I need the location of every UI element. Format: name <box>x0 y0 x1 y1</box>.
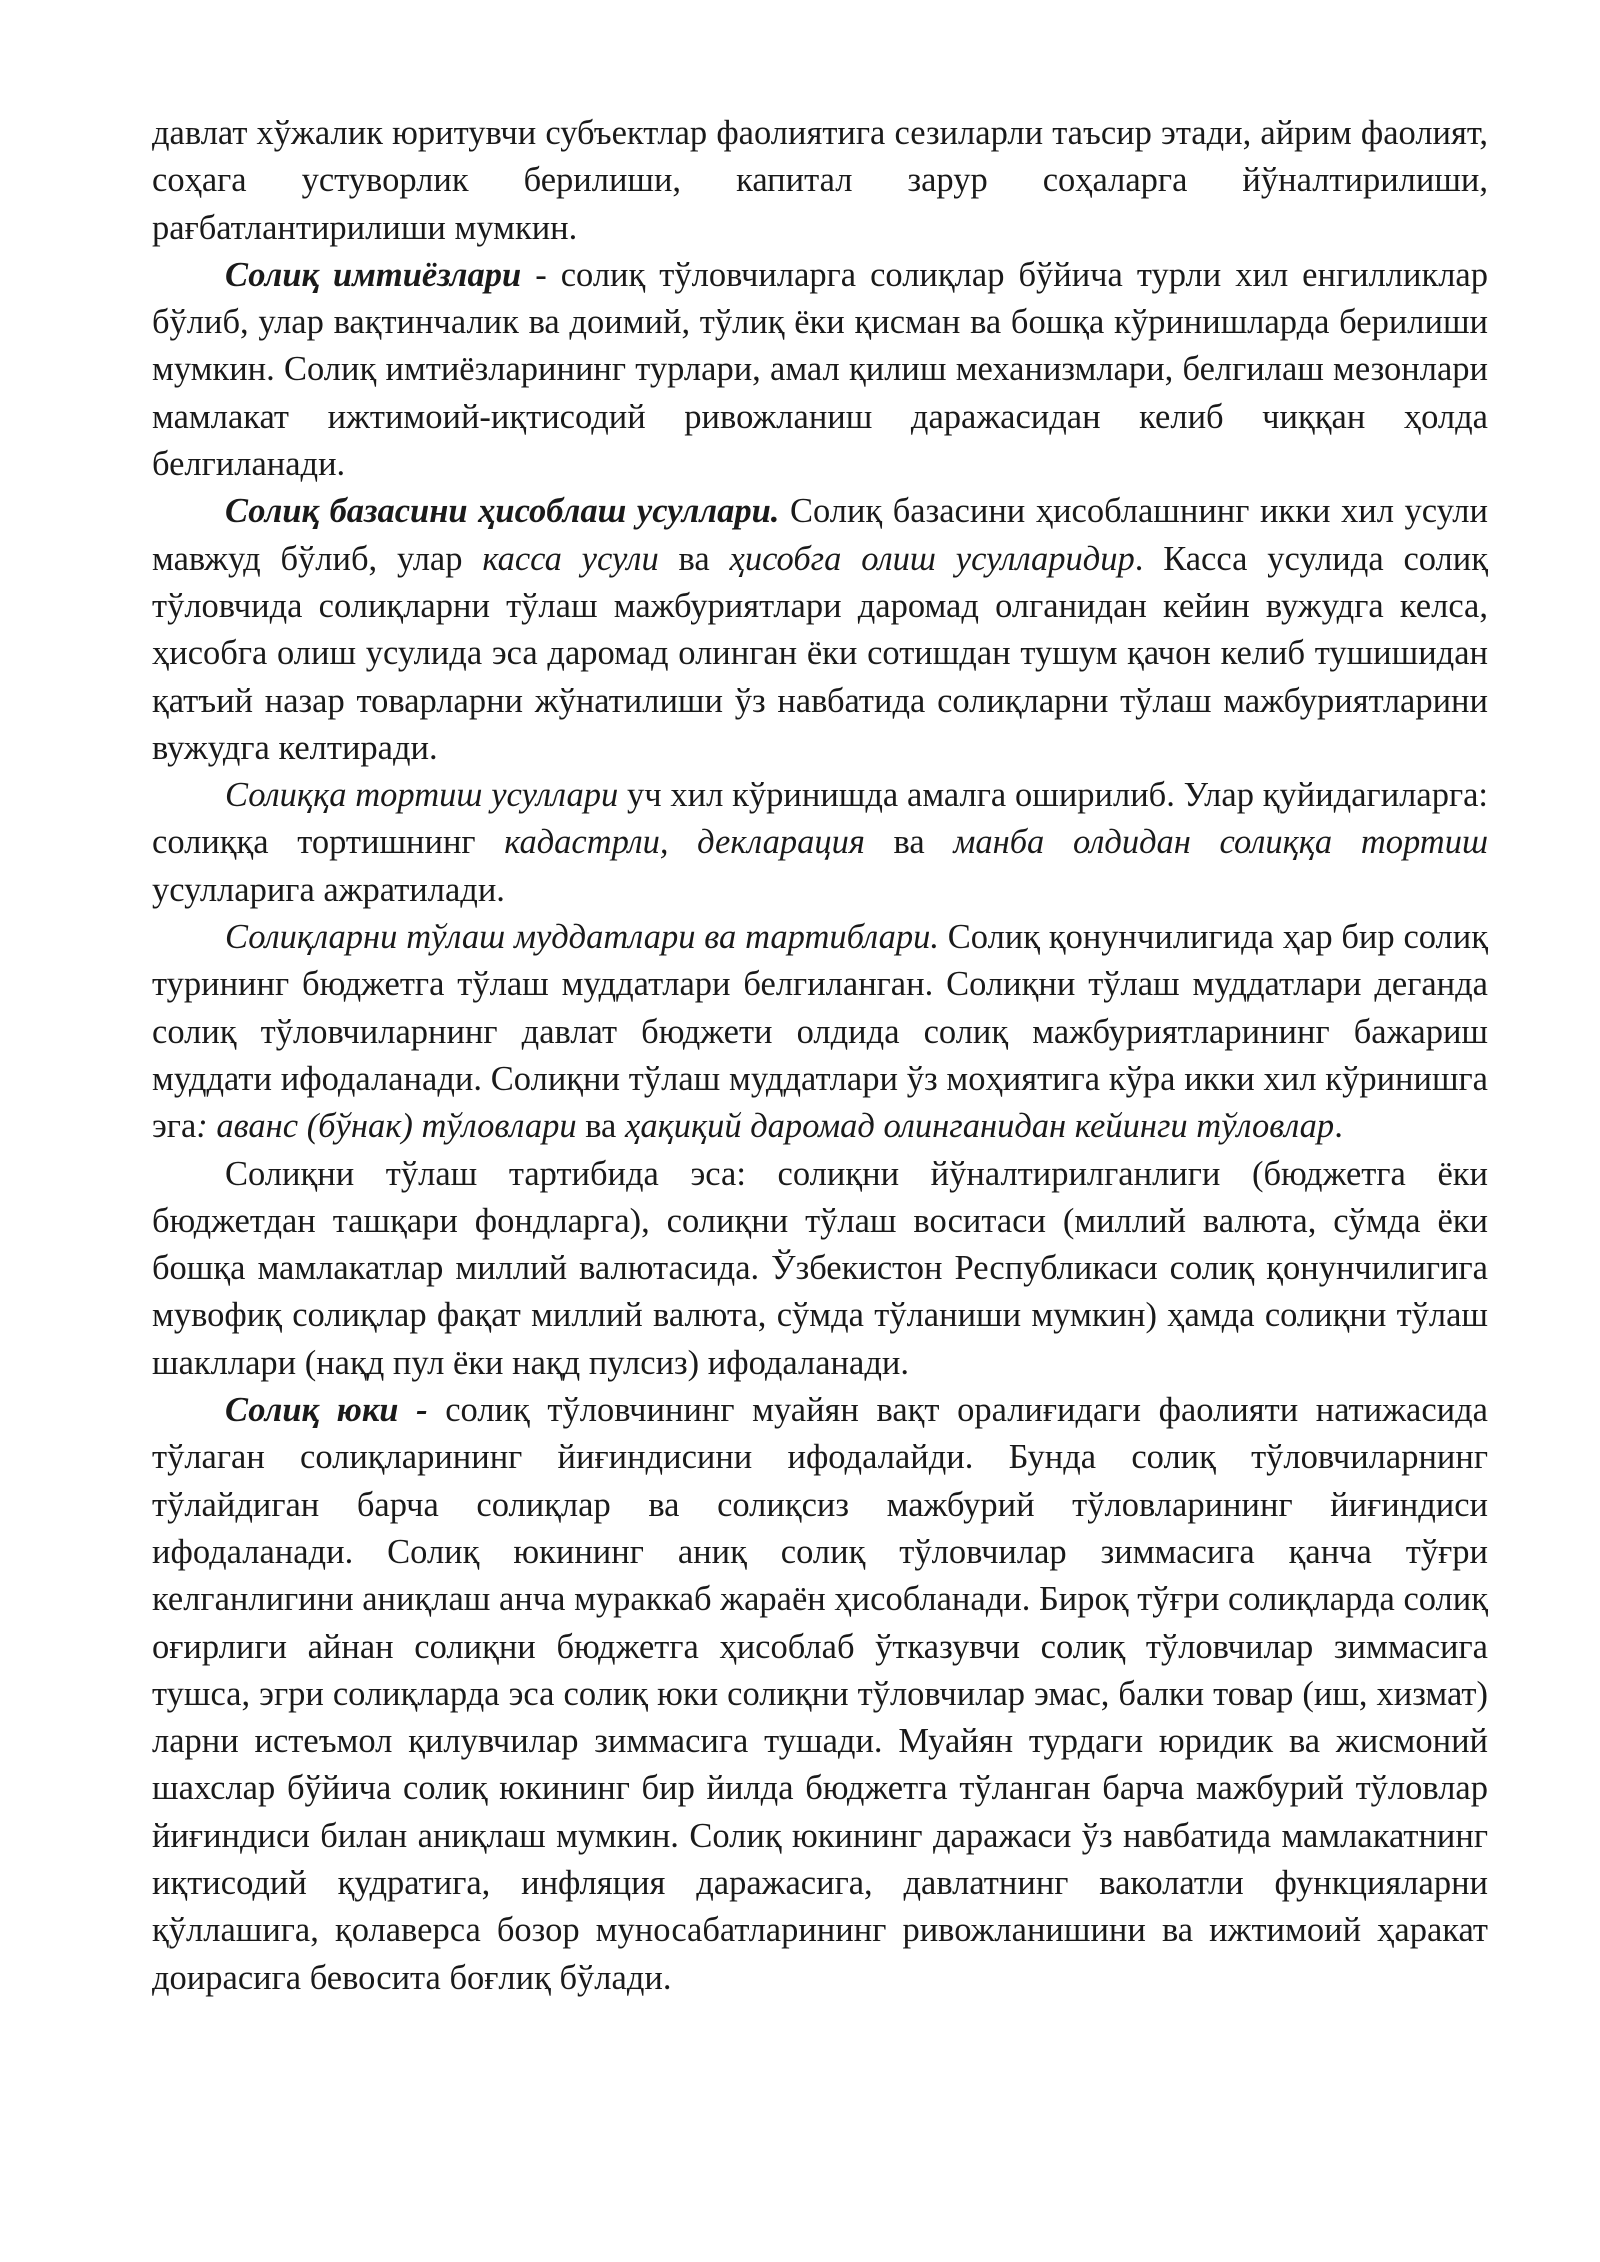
paragraph-text: Солиқ базасини ҳисоблашнинг икки хил усули мавжуд бўлиб, улар <box>152 492 1488 578</box>
paragraph-text: . <box>1334 1107 1343 1146</box>
paragraph-text: Солиқни тўлаш тартибида эса: солиқни йўналтирилганлиги (бюджетга ёки бюджетдан ташқари фондларга), солиқни тўлаш воситаси (миллий валюта, сўмда ёки бошқа мамлакатлар миллий валютасида. Ўзбекистон Республикаси солиқ қонунчилигига мувофиқ солиқлар фақат миллий валюта, сўмда тўланиши мумкин) ҳамда солиқни тўлаш шакллари (нақд пул ёки нақд пулсиз) ифодаланади. <box>152 1154 1488 1382</box>
italic-term: кадастрли, декларация <box>504 823 865 862</box>
paragraph-tax-exemptions <box>152 252 1488 488</box>
paragraph-text: ва <box>864 823 954 862</box>
paragraph-text: усулларига ажратилади. <box>152 870 505 909</box>
italic-term-heading: Солиқларни тўлаш муддатлари ва тартиблари. <box>225 918 939 957</box>
italic-term-heading: Солиққа тортиш усуллари <box>225 776 619 815</box>
paragraph-text: ва <box>576 1107 625 1146</box>
paragraph-tax-burden <box>152 1387 1488 2002</box>
paragraph-continuation <box>152 110 1488 252</box>
paragraph-text: уч хил кўринишда амалга оширилиб. Улар қуйидагиларга: солиққа тортишнинг <box>152 776 1488 862</box>
document-page <box>152 110 1488 2002</box>
paragraph-text: Солиқ қонунчилигида ҳар бир солиқ турининг бюджетга тўлаш муддатлари белгиланган. Солиқни тўлаш муддатлари деганда солиқ тўловчиларнинг давлат бюджети олдида солиқ мажбуриятларининг бажариш муддати ифодаланади. Солиқни тўлаш муддатлари ўз моҳиятига кўра икки хил кўринишга эга <box>152 918 1488 1146</box>
paragraph-taxation-methods <box>152 772 1488 914</box>
term-heading: Солиқ юки - <box>225 1391 428 1430</box>
paragraph-tax-base-methods <box>152 488 1488 772</box>
italic-term: ҳисобга олиш усулларидир <box>729 539 1135 578</box>
paragraph-text: - солиқ тўловчиларга солиқлар бўйича турли хил енгилликлар бўлиб, улар вақтинчалик ва доимий, тўлиқ ёки қисман ва бошқа кўринишларда берилиши мумкин. Солиқ имтиёзларининг турлари, амал қилиш механизмлари, белгилаш мезонлари мамлакат ижтимоий-иқтисодий ривожланиш даражасидан келиб чиққан ҳолда белгиланади. <box>152 255 1488 484</box>
paragraph-text: давлат хўжалик юритувчи субъектлар фаолиятига сезиларли таъсир этади, айрим фаолият, соҳага устуворлик берилиши, капитал зарур соҳаларга йўналтирилиши, рағбатлантирилиши мумкин. <box>152 114 1488 247</box>
italic-term: манба олдидан солиққа тортиш <box>953 823 1488 862</box>
paragraph-text: солиқ тўловчининг муайян вақт оралиғидаги фаолияти натижасида тўлаган солиқларининг йиғиндисини ифодалайди. Бунда солиқ тўловчиларнинг тўлайдиган барча солиқлар ва солиқсиз мажбурий тўловларининг йиғиндиси ифодаланади. Солиқ юкининг аниқ солиқ тўловчилар зиммасига қанча тўғри келганлигини аниқлаш анча мураккаб жараён ҳисобланади. Бироқ тўғри солиқларда солиқ оғирлиги айнан солиқни бюджетга ҳисоблаб ўтказувчи солиқ тўловчилар зиммасига тушса, эгри солиқларда эса солиқ юки солиқни тўловчилар эмас, балки товар (иш, хизмат) ларни истеъмол қилувчилар зиммасига тушади. Муайян турдаги юридик ва жисмоний шахслар бўйича солиқ юкининг бир йилда бюджетга тўланган барча мажбурий тўловлар йиғиндиси билан аниқлаш мумкин. Солиқ юкининг даражаси ўз навбатида мамлакатнинг иқтисодий қудратига, инфляция даражасига, давлатнинг ваколатли функцияларни қўллашига, қолаверса бозор муносабатларининг ривожланишини ва ижтимоий ҳаракат доирасига бевосита боғлиқ бўлади. <box>152 1391 1488 1997</box>
paragraph-payment-procedure <box>152 1151 1488 1387</box>
paragraph-payment-terms <box>152 914 1488 1150</box>
term-heading: Солиқ базасини ҳисоблаш усуллари. <box>225 492 780 531</box>
paragraph-text: . Касса усулида солиқ тўловчида солиқларни тўлаш мажбуриятлари даромад олганидан кейин вужудга келса, ҳисобга олиш усулида эса даромад олинган ёки сотишдан тушум қачон келиб тушишидан қатъий назар товарларни жўнатилиши ўз навбатида солиқларни тўлаш мажбуриятларини вужудга келтиради. <box>152 539 1488 767</box>
term-heading: Солиқ имтиёзлари <box>225 255 522 294</box>
italic-term: : аванс (бўнак) тўловлари <box>196 1107 577 1146</box>
paragraph-text: ва <box>658 539 730 578</box>
italic-term: касса усули <box>482 539 659 578</box>
italic-term: ҳақиқий даромад олинганидан кейинги тўловлар <box>625 1107 1335 1146</box>
